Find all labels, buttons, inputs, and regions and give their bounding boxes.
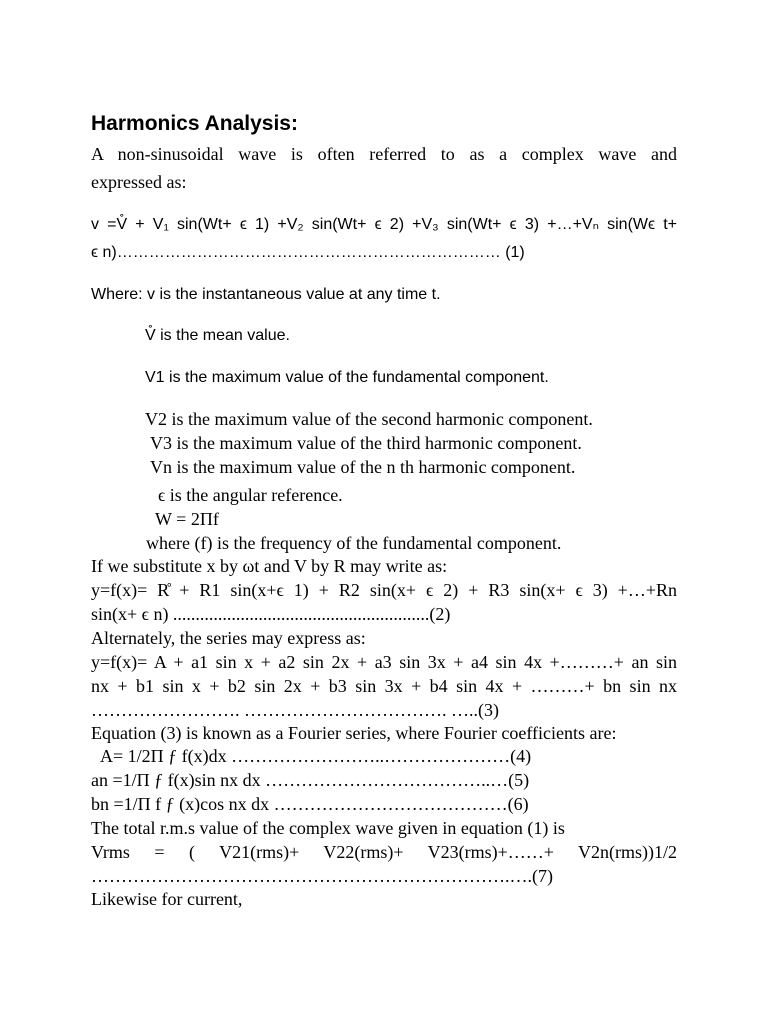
fourier-coefficients-intro: Equation (3) is known as a Fourier series, where Fourier coefficients are: bbox=[91, 723, 617, 743]
rms-equation-line-2: …………………………………………………………….….(7) bbox=[91, 866, 553, 886]
intro-line-2: expressed as: bbox=[91, 172, 187, 192]
mean-value-definition: V̊ is the mean value. bbox=[145, 327, 290, 344]
coefficient-an-equation: an =1/Π ƒ f(x)sin nx dx ………………………………..…(5) bbox=[91, 770, 530, 790]
vn-definition: Vn is the maximum value of the n th harmonic component. bbox=[150, 457, 576, 477]
rms-intro-text: The total r.m.s value of the complex wave given in equation (1) is bbox=[91, 818, 565, 838]
equation-1-line-2: ϵ n)……………………………………………………………… (1) bbox=[91, 244, 525, 261]
frequency-definition: where (f) is the frequency of the fundamental component. bbox=[146, 533, 562, 553]
v2-definition: V2 is the maximum value of the second harmonic component. bbox=[145, 409, 593, 429]
coefficient-a-equation: A= 1/2Π ƒ f(x)dx ……………………..…………………(4) bbox=[100, 746, 532, 766]
page-title: Harmonics Analysis: bbox=[91, 112, 298, 135]
intro-line-1: A non-sinusoidal wave is often referred to as a complex wave and bbox=[91, 144, 677, 164]
v3-definition: V3 is the maximum value of the third harmonic component. bbox=[150, 433, 582, 453]
v1-definition: V1 is the maximum value of the fundamental component. bbox=[145, 369, 549, 386]
equation-2-line-2: sin(x+ ϵ n) .........................................................(2) bbox=[91, 604, 451, 624]
epsilon-definition: ϵ is the angular reference. bbox=[158, 485, 343, 505]
where-v-definition: Where: v is the instantaneous value at any time t. bbox=[91, 286, 441, 303]
equation-3-line-2: nx + b1 sin x + b2 sin 2x + b3 sin 3x + b4 sin 4x + ………+ bn sin nx bbox=[91, 676, 677, 696]
equation-3-line-3: ……………………. ……………………………. …..(3) bbox=[91, 700, 499, 720]
equation-1-line-1: v =V̊ + V₁ sin(Wt+ ϵ 1) +V₂ sin(Wt+ ϵ 2) +V₃ sin(Wt+ ϵ 3) +…+Vₙ sin(Wϵ t+ bbox=[91, 216, 677, 233]
rms-equation-line-1: Vrms = ( V21(rms)+ V22(rms)+ V23(rms)+……+ V2n(rms))1/2 bbox=[91, 842, 677, 862]
equation-3-line-1: y=f(x)= A + a1 sin x + a2 sin 2x + a3 sin 3x + a4 sin 4x +………+ an sin bbox=[91, 652, 677, 672]
current-text: Likewise for current, bbox=[91, 889, 243, 909]
substitution-text: If we substitute x by ωt and V by R may write as: bbox=[91, 556, 448, 576]
omega-definition: W = 2Πf bbox=[155, 509, 219, 529]
alternate-series-text: Alternately, the series may express as: bbox=[91, 628, 366, 648]
equation-2-line-1: y=f(x)= R̊ + R1 sin(x+ϵ 1) + R2 sin(x+ ϵ 2) + R3 sin(x+ ϵ 3) +…+Rn bbox=[91, 580, 677, 600]
coefficient-bn-equation: bn =1/Π f ƒ (x)cos nx dx …………………………………(6) bbox=[91, 794, 529, 814]
